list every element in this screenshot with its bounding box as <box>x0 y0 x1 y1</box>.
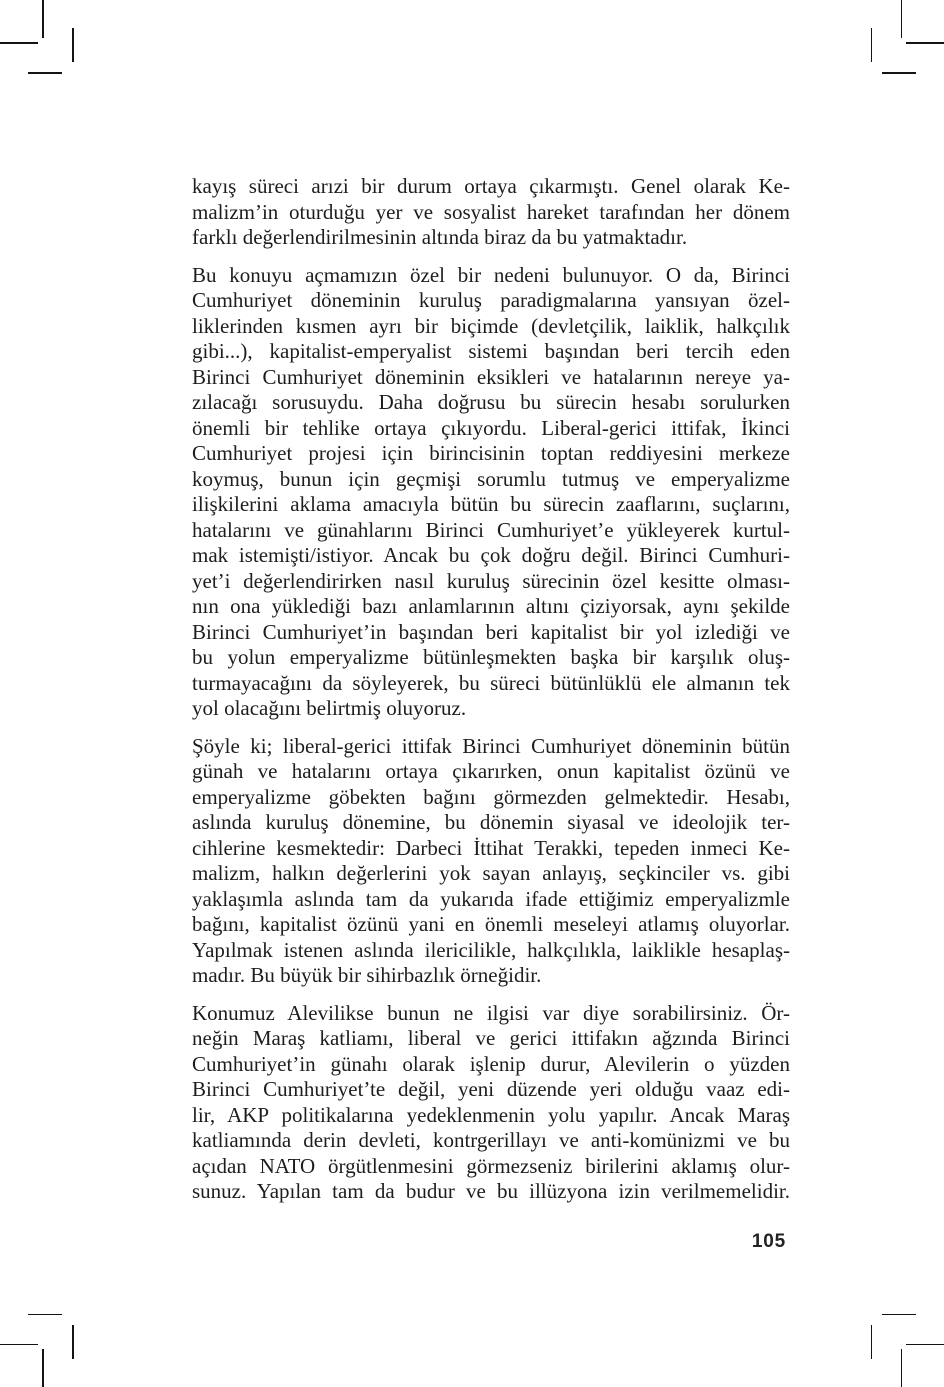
crop-mark <box>906 1344 944 1346</box>
text-line: gibi...), kapitalist-emperyalist sistemi başından beri tercih eden <box>192 339 790 363</box>
crop-mark <box>871 1325 873 1359</box>
text-line: Birinci Cumhuriyet’te değil, yeni düzende yeri olduğu vaaz edi- <box>192 1077 790 1101</box>
text-line: Cumhuriyet döneminin kuruluş paradigmalarına yansıyan özel- <box>192 288 790 312</box>
crop-mark <box>0 42 38 44</box>
text-line: farklı değerlendirilmesinin altında biraz da bu yatmaktadır. <box>192 225 688 249</box>
text-line: koymuş, bunun için geçmişi sorumlu tutmuş ve emperyalizme <box>192 466 790 491</box>
text-line: Konumuz Alevilikse bunun ne ilgisi var diye sorabilirsiniz. Ör- <box>192 1000 790 1025</box>
text-line: nın ona yüklediği bazı anlamlarının altını çiziyorsak, aynı şekilde <box>192 594 790 618</box>
text-line: yet’i değerlendirirken nasıl kuruluş sürecinin özel kesitte olması- <box>192 568 790 593</box>
crop-mark <box>871 28 873 62</box>
text-line: bu yolun emperyalizme bütünleşmekten başka bir karşılık oluş- <box>192 645 790 669</box>
crop-mark <box>882 72 916 74</box>
crop-mark <box>42 0 44 38</box>
text-line: madır. Bu büyük bir sihirbazlık örneğidir. <box>192 963 542 987</box>
crop-mark <box>882 1314 916 1316</box>
text-line: lir, AKP politikalarına yedeklenmenin yolu yapılır. Ancak Maraş <box>192 1102 790 1127</box>
text-line: mak istemişti/istiyor. Ancak bu çok doğru değil. Birinci Cumhuri- <box>192 543 790 567</box>
text-line: açıdan NATO örgütlenmesini görmezseniz birilerini aklamış olur- <box>192 1153 790 1178</box>
text-line: aslında kuruluş dönemine, bu dönemin siyasal ve ideolojik ter- <box>192 810 790 834</box>
text-line: ilişkilerini aklama amacıyla bütün bu sürecin zaaflarını, suçlarını, <box>192 492 790 516</box>
crop-mark <box>28 1314 62 1316</box>
paragraph-2 <box>192 263 790 722</box>
text-line: Birinci Cumhuriyet döneminin eksikleri ve hatalarının nereye ya- <box>192 364 790 389</box>
text-line: katliamında derin devleti, kontrgerillayı ve anti-komünizmi ve bu <box>192 1128 790 1152</box>
crop-mark <box>42 1349 44 1387</box>
text-line: Bu konuyu açmamızın özel bir nedeni bulunuyor. O da, Birinci <box>192 262 790 287</box>
text-line: malizm’in oturduğu yer ve sosyalist hareket tarafından her dönem <box>192 199 790 224</box>
crop-mark <box>901 1349 903 1387</box>
page-number: 105 <box>751 1231 786 1252</box>
paragraph-1 <box>192 174 790 251</box>
text-line: turmayacağını da söyleyerek, bu süreci bütünlüklü ele almanın tek <box>192 670 790 695</box>
crop-mark <box>72 1325 74 1359</box>
text-line: bağını, kapitalist özünü yani en önemli meseleyi atlamış oluyorlar. <box>192 912 790 936</box>
text-line: Birinci Cumhuriyet’in başından beri kapitalist bir yol izlediği ve <box>192 619 790 644</box>
text-line: emperyalizme göbekten bağını görmezden gelmektedir. Hesabı, <box>192 784 790 809</box>
crop-mark <box>0 1344 38 1346</box>
text-line: Şöyle ki; liberal-gerici ittifak Birinci Cumhuriyet döneminin bütün <box>192 733 790 758</box>
body-text <box>192 174 790 1217</box>
text-line: neğin Maraş katliamı, liberal ve gerici ittifakın ağzında Birinci <box>192 1026 790 1050</box>
text-line: zılacağı sorusuydu. Daha doğrusu bu sürecin hesabı sorulurken <box>192 390 790 414</box>
crop-mark <box>906 42 944 44</box>
crop-mark <box>28 72 62 74</box>
text-line: yaklaşımla aslında tam da yukarıda ifade ettiğimiz emperyalizmle <box>192 886 790 911</box>
text-line: Yapılmak istenen aslında ilericilikle, halkçılıkla, laiklikle hesaplaş- <box>192 937 790 962</box>
paragraph-4 <box>192 1001 790 1205</box>
text-line: Cumhuriyet’in günahı olarak işlenip durur, Alevilerin o yüzden <box>192 1051 790 1076</box>
text-line: hatalarını ve günahlarını Birinci Cumhuriyet’e yükleyerek kurtul- <box>192 517 790 542</box>
text-line: önemli bir tehlike ortaya çıkıyordu. Liberal-gerici ittifak, İkinci <box>192 415 790 440</box>
crop-mark <box>901 0 903 38</box>
text-line: günah ve hatalarını ortaya çıkarırken, onun kapitalist özünü ve <box>192 759 790 783</box>
text-line: malizm, halkın değerlerini yok sayan anlayış, seçkinciler vs. gibi <box>192 861 790 885</box>
crop-mark <box>72 28 74 62</box>
text-line: sunuz. Yapılan tam da budur ve bu illüzyona izin verilmemelidir. <box>192 1179 790 1203</box>
paragraph-3 <box>192 734 790 989</box>
text-line: Cumhuriyet projesi için birincisinin toptan reddiyesini merkeze <box>192 441 790 465</box>
text-line: yol olacağını belirtmiş oluyoruz. <box>192 696 467 720</box>
text-line: kayış süreci arızi bir durum ortaya çıkarmıştı. Genel olarak Ke- <box>192 174 790 198</box>
text-line: liklerinden kısmen ayrı bir biçimde (devletçilik, laiklik, halkçılık <box>192 313 790 338</box>
text-line: cihlerine kesmektedir: Darbeci İttihat Terakki, tepeden inmeci Ke- <box>192 835 790 860</box>
